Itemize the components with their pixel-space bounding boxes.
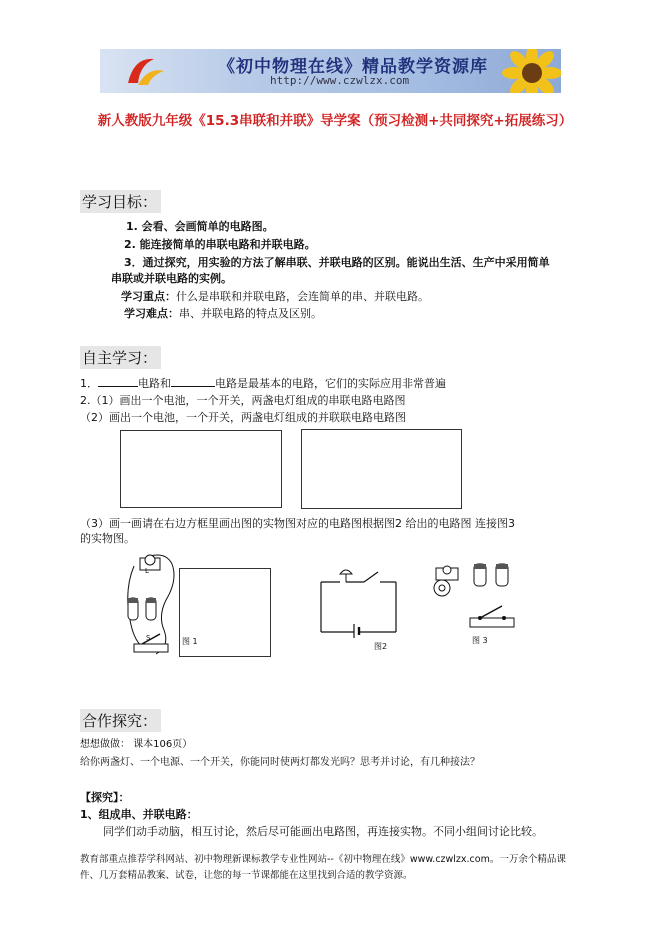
figure-1-caption: 图 1 (182, 637, 198, 646)
footer (80, 852, 595, 884)
sunflower-icon (492, 49, 561, 93)
objective-item: 2. 能连接简单的串联电路和并联电路。 (124, 238, 316, 251)
page-title: 新人教版九年级《15.3串联和并联》导学案（预习检测+共同探究+拓展练习） (97, 113, 573, 129)
banner-url[interactable]: http://www.czwlzx.com (270, 74, 410, 87)
objective-item: 1. 会看、会画简单的电路图。 (126, 220, 274, 233)
question-1 (80, 376, 446, 391)
section-self-study-header: 自主学习： (80, 346, 161, 369)
difficulty-point (124, 307, 322, 321)
logo-icon (124, 53, 168, 89)
figure-3-caption: 图 3 (472, 636, 488, 645)
figure-2-circuit-diagram (318, 566, 400, 638)
figure-3-physical-components (430, 560, 520, 640)
figure-2-caption: 图2 (374, 642, 388, 651)
think-and-do-note: 想想做做： 课本106页） (80, 739, 193, 750)
answer-blank[interactable] (171, 376, 215, 387)
discussion-question: 给你两盏灯、一个电源、一个开关，你能同时使两灯都发光吗？思考并讨论，有几种接法？ (80, 757, 480, 768)
question-3-line1: （3）画一画请在右边方框里画出图的实物图对应的电路图根据图2 给出的电路图 连接图3 (80, 517, 515, 530)
parallel-circuit-drawing-box[interactable] (301, 429, 462, 509)
objective-item: 串联或并联电路的实例。 (111, 272, 232, 285)
figure-1-label-s: S (146, 634, 151, 642)
section-objectives-header: 学习目标： (80, 190, 161, 213)
site-banner (100, 49, 561, 93)
question-1-text-b: 电路是最基本的电路，它们的实际应用非常普遍 (215, 377, 446, 390)
footer-line-1: 教育部重点推荐学科网站、初中物理新课标教学专业性网站--《初中物理在线》www.czwlzx.com。一万余个精品课 (80, 854, 566, 865)
difficulty-label: 学习难点： (124, 307, 179, 320)
footer-line-2: 件、几万套精品教案、试卷，让您的每一节课都能在这里找到合适的教学资源。 (80, 870, 413, 881)
question-1-number: 1． (80, 377, 98, 390)
explore-header: 【探究】： (80, 791, 130, 804)
question-3-line2: 的实物图。 (80, 532, 135, 545)
explore-text: 同学们动手动脑，相互讨论，然后尽可能画出电路图，再连接实物。不同小组间讨论比较。 (103, 825, 543, 838)
answer-blank[interactable] (98, 376, 138, 387)
difficulty-text: 串、并联电路的特点及区别。 (179, 307, 322, 320)
section-cooperative-header: 合作探究： (80, 709, 161, 732)
question-2b: （2）画出一个电池，一个开关，两盏电灯组成的并联联电路电路图 (80, 411, 406, 424)
figure-1-label-l: L (145, 567, 149, 575)
banner-title: 《初中物理在线》精品教学资源库 (218, 57, 488, 77)
question-2: 2.（1）画出一个电池，一个开关，两盏电灯组成的串联电路电路图 (80, 394, 406, 407)
key-point-text: 什么是串联和并联电路，会连简单的串、并联电路。 (176, 290, 429, 303)
key-point (121, 290, 429, 304)
series-circuit-drawing-box[interactable] (120, 430, 282, 508)
objective-item: 3．通过探究，用实验的方法了解串联、并联电路的区别。能说出生活、生产中采用简单 (124, 256, 550, 269)
question-1-text-a: 电路和 (138, 377, 171, 390)
explore-subtitle: 1、组成串、并联电路： (80, 808, 198, 821)
key-point-label: 学习重点： (121, 290, 176, 303)
